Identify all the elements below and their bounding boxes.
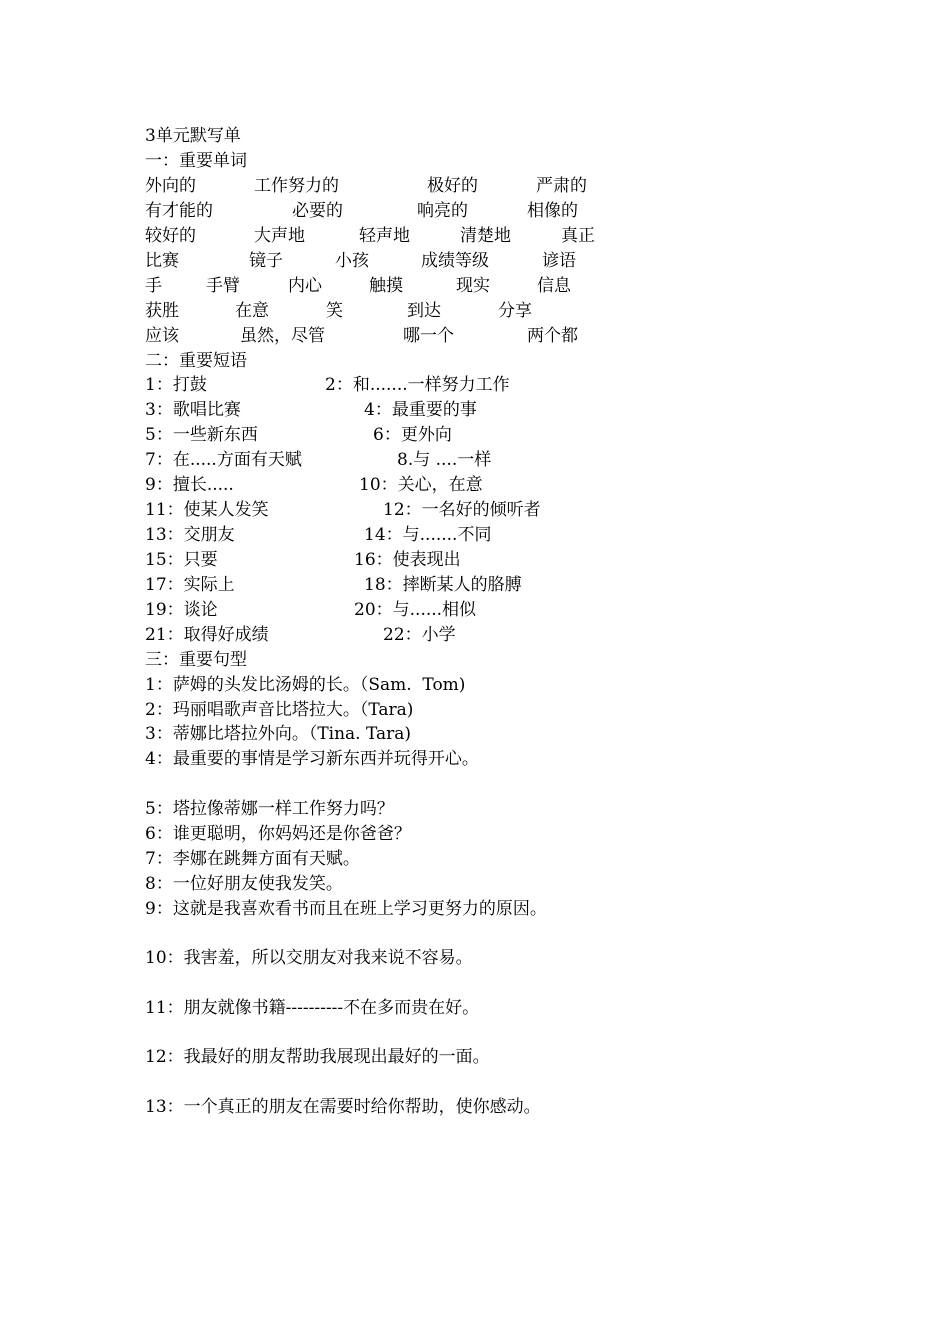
words-row [145, 224, 595, 249]
phrases-row [145, 598, 477, 623]
words-row [145, 249, 576, 274]
word-cell: 到达 [407, 301, 441, 321]
word-cell: 比赛 [145, 251, 179, 271]
sentence-line: 2：玛丽唱歌声音比塔拉大。（Tara) [145, 700, 414, 720]
word-cell: 获胜 [145, 301, 179, 321]
phrases-row [145, 498, 541, 523]
word-cell: 真正 [561, 226, 595, 246]
phrase-cell: 13：交朋友 [145, 525, 235, 545]
document-title: 3单元默写单 [145, 126, 241, 146]
words-row [145, 174, 587, 199]
phrase-cell: 7：在.....方面有天赋 [145, 450, 302, 470]
word-cell: 严肃的 [536, 176, 587, 196]
sentence-line: 9：这就是我喜欢看书而且在班上学习更努力的原因。 [145, 899, 547, 919]
phrase-cell: 21：取得好成绩 [145, 625, 269, 645]
word-cell: 极好的 [427, 176, 478, 196]
phrases-row [145, 373, 510, 398]
word-cell: 哪一个 [403, 326, 454, 346]
sentence-line: 7：李娜在跳舞方面有天赋。 [145, 849, 360, 869]
phrase-cell: 22：小学 [383, 625, 456, 645]
word-cell: 轻声地 [359, 226, 410, 246]
sentence-line: 4：最重要的事情是学习新东西并玩得开心。 [145, 749, 479, 769]
phrase-cell: 15：只要 [145, 550, 218, 570]
phrases-row [145, 423, 452, 448]
sentence-line: 10：我害羞，所以交朋友对我来说不容易。 [145, 948, 473, 968]
phrase-cell: 16：使表现出 [354, 550, 461, 570]
word-cell: 必要的 [292, 201, 343, 221]
word-cell: 小孩 [335, 251, 369, 271]
sentence-line: 3：蒂娜比塔拉外向。（Tina. Tara) [145, 724, 412, 744]
phrase-cell: 2：和.......一样努力工作 [325, 375, 510, 395]
sentences-heading: 三：重要句型 [145, 650, 247, 670]
word-cell: 虽然，尽管 [240, 326, 325, 346]
sentence-line: 8：一位好朋友使我发笑。 [145, 874, 343, 894]
phrases-row [145, 398, 477, 423]
word-cell: 两个都 [527, 326, 578, 346]
sentence-line: 6：谁更聪明，你妈妈还是你爸爸？ [145, 824, 411, 844]
phrase-cell: 8.与 ....一样 [397, 450, 492, 470]
word-cell: 较好的 [145, 226, 196, 246]
sentence-line: 12：我最好的朋友帮助我展现出最好的一面。 [145, 1047, 490, 1067]
word-cell: 笑 [326, 301, 343, 321]
sentence-line: 11：朋友就像书籍----------不在多而贵在好。 [145, 998, 480, 1018]
word-cell: 在意 [235, 301, 269, 321]
word-cell: 信息 [537, 276, 571, 296]
phrases-row [145, 573, 522, 598]
word-cell: 手 [145, 276, 162, 296]
words-heading: 一：重要单词 [145, 151, 247, 171]
word-cell: 触摸 [369, 276, 403, 296]
sentence-line: 1：萨姆的头发比汤姆的长。（Sam. Tom) [145, 675, 466, 695]
sentence-line: 13：一个真正的朋友在需要时给你帮助，使你感动。 [145, 1097, 541, 1117]
words-row [145, 299, 532, 324]
phrase-cell: 14：与.......不同 [364, 525, 492, 545]
word-cell: 相像的 [527, 201, 578, 221]
phrase-cell: 5：一些新东西 [145, 425, 258, 445]
sentence-line: 5：塔拉像蒂娜一样工作努力吗？ [145, 799, 394, 819]
words-row [145, 324, 578, 349]
word-cell: 谚语 [542, 251, 576, 271]
phrases-row [145, 448, 492, 473]
word-cell: 响亮的 [417, 201, 468, 221]
phrase-cell: 6：更外向 [373, 425, 452, 445]
phrase-cell: 10：关心，在意 [359, 475, 483, 495]
phrase-cell: 17：实际上 [145, 575, 235, 595]
word-cell: 外向的 [145, 176, 196, 196]
phrase-cell: 19：谈论 [145, 600, 218, 620]
word-cell: 镜子 [249, 251, 283, 271]
words-row [145, 274, 571, 299]
word-cell: 有才能的 [145, 201, 213, 221]
phrases-row [145, 523, 492, 548]
phrase-cell: 12：一名好的倾听者 [383, 500, 541, 520]
phrases-row [145, 623, 456, 648]
word-cell: 现实 [456, 276, 490, 296]
phrase-cell: 18：摔断某人的胳膊 [364, 575, 522, 595]
word-cell: 内心 [288, 276, 322, 296]
words-row [145, 199, 578, 224]
phrase-cell: 11：使某人发笑 [145, 500, 269, 520]
phrase-cell: 3：歌唱比赛 [145, 400, 241, 420]
word-cell: 手臂 [206, 276, 240, 296]
phrases-heading: 二：重要短语 [145, 351, 247, 371]
word-cell: 工作努力的 [254, 176, 339, 196]
phrase-cell: 1：打鼓 [145, 375, 207, 395]
phrase-cell: 20：与......相似 [354, 600, 477, 620]
word-cell: 大声地 [254, 226, 305, 246]
word-cell: 分享 [498, 301, 532, 321]
phrases-row [145, 548, 461, 573]
phrase-cell: 9：擅长..... [145, 475, 234, 495]
phrase-cell: 4：最重要的事 [364, 400, 477, 420]
phrases-row [145, 473, 483, 498]
word-cell: 清楚地 [460, 226, 511, 246]
word-cell: 应该 [145, 326, 179, 346]
word-cell: 成绩等级 [421, 251, 489, 271]
